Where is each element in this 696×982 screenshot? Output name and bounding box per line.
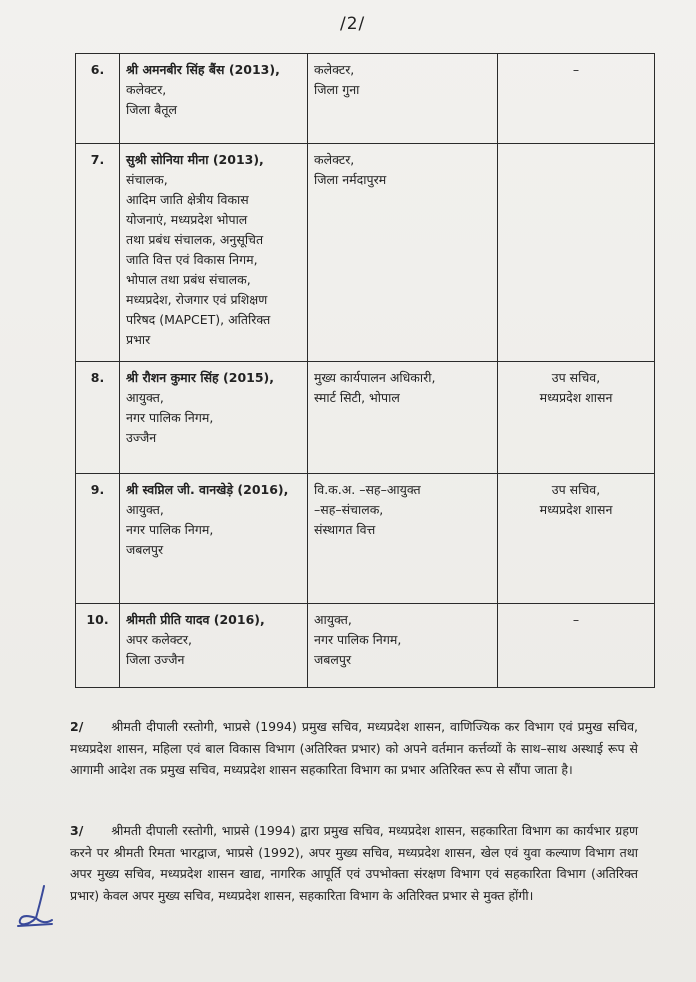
remark-cell: उप सचिव, मध्यप्रदेश शासन [498, 474, 655, 604]
current-posting-line: जिला बैतूल [126, 102, 177, 117]
serial-number: 7. [76, 144, 120, 362]
remark-cell: उप सचिव, मध्यप्रदेश शासन [498, 362, 655, 474]
transfer-table [75, 53, 655, 688]
current-posting-line: परिषद (MAPCET), अतिरिक्त [126, 312, 271, 327]
current-posting-line: आदिम जाति क्षेत्रीय विकास [126, 192, 249, 207]
new-posting-line: कलेक्टर, [314, 62, 355, 77]
serial-number: 9. [76, 474, 120, 604]
current-posting-line: जिला उज्जैन [126, 652, 185, 667]
serial-number: 6. [76, 54, 120, 144]
handwritten-initial [14, 880, 54, 930]
new-posting-cell [308, 362, 498, 474]
current-posting-line: संचालक, [126, 172, 168, 187]
new-posting-line: आयुक्त, [314, 612, 352, 627]
new-posting-line: जिला गुना [314, 82, 360, 97]
officer-name: श्री अमनबीर सिंह बैंस (2013), [126, 62, 280, 77]
officer-cell [120, 362, 308, 474]
current-posting-line: जाति वित्त एवं विकास निगम, [126, 252, 258, 267]
new-posting-line: संस्थागत वित्त [314, 522, 376, 537]
current-posting-line: अपर कलेक्टर, [126, 632, 193, 647]
table-row [76, 144, 655, 362]
paragraph-3 [70, 820, 638, 906]
current-posting-line: जबलपुर [126, 542, 164, 557]
remark-cell [498, 144, 655, 362]
remark-cell: – [498, 604, 655, 688]
officer-cell [120, 474, 308, 604]
new-posting-line: जिला नर्मदापुरम [314, 172, 387, 187]
current-posting-line: योजनाएं, मध्यप्रदेश भोपाल [126, 212, 248, 227]
new-posting-line: स्मार्ट सिटी, भोपाल [314, 390, 400, 405]
new-posting-line: मुख्य कार्यपालन अधिकारी, [314, 370, 436, 385]
transfer-table-body [76, 54, 655, 688]
paragraph-text: श्रीमती दीपाली रस्तोगी, भाप्रसे (1994) द्वारा प्रमुख सचिव, मध्यप्रदेश शासन, सहकारिता विभाग का कार्यभार ग्रहण करने पर श्रीमती रिमता भारद्वाज, भाप्रसे (1992), अपर मुख्य सचिव, मध्यप्रदेश शासन, खेल एवं युवा कल्याण विभाग तथा अपर मुख्य सचिव, मध्यप्रदेश शासन खाद्य, नागरिक आपूर्ति एवं उपभोक्ता संरक्षण विभाग एवं सहकारिता विभाग (अतिरिक्त प्रभार) केवल अपर मुख्य सचिव, मध्यप्रदेश शासन, सहकारिता विभाग के अतिरिक्त प्रभार से मुक्त होंगी। [70, 823, 638, 903]
current-posting-line: मध्यप्रदेश, रोजगार एवं प्रशिक्षण [126, 292, 268, 307]
new-posting-cell [308, 144, 498, 362]
new-posting-line: वि.क.अ. –सह–आयुक्त [314, 482, 421, 497]
officer-name: श्री स्वप्निल जी. वानखेड़े (2016), [126, 482, 289, 497]
current-posting-line: कलेक्टर, [126, 82, 167, 97]
current-posting-line: नगर पालिक निगम, [126, 522, 214, 537]
table-row [76, 604, 655, 688]
paragraph-number: 3/ [70, 823, 84, 838]
officer-cell [120, 54, 308, 144]
officer-cell [120, 144, 308, 362]
page-number: /2/ [340, 14, 366, 34]
serial-number: 8. [76, 362, 120, 474]
current-posting-line: आयुक्त, [126, 390, 164, 405]
officer-cell [120, 604, 308, 688]
officer-name: सुश्री सोनिया मीना (2013), [126, 152, 264, 167]
new-posting-cell [308, 474, 498, 604]
current-posting-line: तथा प्रबंध संचालक, अनुसूचित [126, 232, 264, 247]
new-posting-cell [308, 54, 498, 144]
new-posting-line: –सह–संचालक, [314, 502, 384, 517]
officer-name: श्रीमती प्रीति यादव (2016), [126, 612, 265, 627]
serial-number: 10. [76, 604, 120, 688]
table-row [76, 362, 655, 474]
current-posting-line: आयुक्त, [126, 502, 164, 517]
table-row [76, 54, 655, 144]
current-posting-line: नगर पालिक निगम, [126, 410, 214, 425]
new-posting-line: कलेक्टर, [314, 152, 355, 167]
new-posting-cell [308, 604, 498, 688]
current-posting-line: भोपाल तथा प्रबंध संचालक, [126, 272, 251, 287]
officer-name: श्री रौशन कुमार सिंह (2015), [126, 370, 274, 385]
current-posting-line: प्रभार [126, 332, 151, 347]
paragraph-number: 2/ [70, 719, 84, 734]
paragraph-2 [70, 716, 638, 781]
table-row [76, 474, 655, 604]
remark-cell: – [498, 54, 655, 144]
paragraph-text: श्रीमती दीपाली रस्तोगी, भाप्रसे (1994) प्रमुख सचिव, मध्यप्रदेश शासन, वाणिज्यिक कर विभाग एवं प्रमुख सचिव, मध्यप्रदेश शासन, महिला एवं बाल विकास विभाग (अतिरिक्त प्रभार) को अपने वर्तमान कर्त्तव्यों के साथ–साथ अस्थाई रूप से आगामी आदेश तक प्रमुख सचिव, मध्यप्रदेश शासन सहकारिता विभाग का प्रभार अतिरिक्त रूप से सौंपा जाता है। [70, 719, 638, 777]
current-posting-line: उज्जैन [126, 430, 157, 445]
new-posting-line: जबलपुर [314, 652, 352, 667]
new-posting-line: नगर पालिक निगम, [314, 632, 402, 647]
